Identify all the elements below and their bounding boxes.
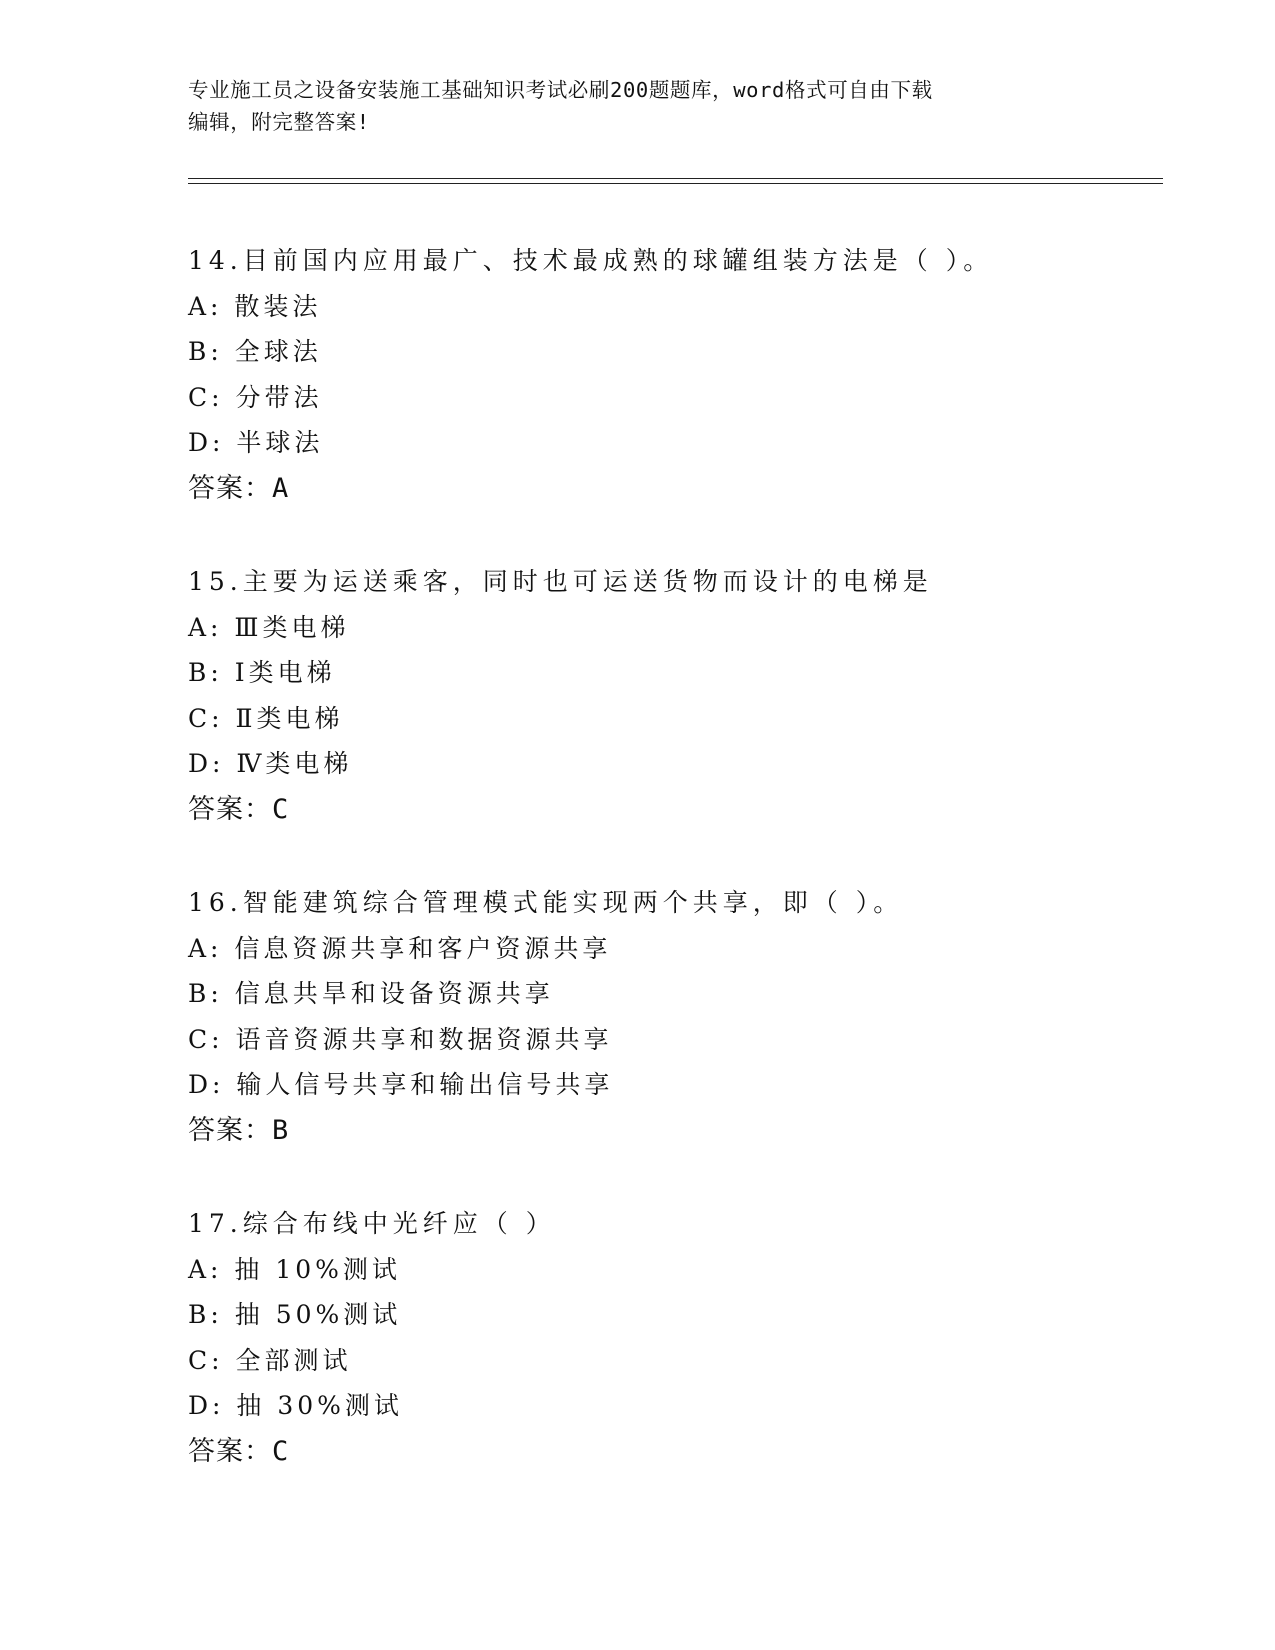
question-14 — [188, 238, 1188, 511]
option-c: C: Ⅱ类电梯 — [188, 703, 344, 733]
answer-line: 答案：C — [188, 1435, 290, 1467]
option-d: D: Ⅳ类电梯 — [188, 749, 353, 778]
question-16 — [188, 880, 1188, 1153]
header-title-line1: 专业施工员之设备安装施工基础知识考试必刷200题题库，word格式可自由下载 — [188, 78, 933, 102]
question-15 — [188, 559, 1188, 832]
option-a: A: 信息资源共享和客户资源共享 — [188, 933, 612, 963]
option-a: A: 散装法 — [188, 291, 322, 321]
question-stem: 17.综合布线中光纤应（ ） — [188, 1209, 556, 1238]
answer-line: 答案：B — [188, 1114, 290, 1146]
option-d: D: 半球法 — [188, 428, 324, 457]
option-c: C: 分带法 — [188, 382, 323, 412]
option-a: A: 抽 10%测试 — [188, 1254, 401, 1284]
option-b: B: Ⅰ类电梯 — [188, 658, 336, 687]
question-17 — [188, 1201, 1188, 1474]
question-stem: 15.主要为运送乘客，同时也可运送货物而设计的电梯是 — [188, 567, 933, 596]
option-b: B: 抽 50%测试 — [188, 1300, 402, 1329]
option-d: D: 输人信号共享和输出信号共享 — [188, 1070, 614, 1099]
header-divider-top — [188, 178, 1163, 179]
document-header — [188, 74, 1088, 138]
answer-line: 答案：A — [188, 472, 290, 504]
question-stem: 16.智能建筑综合管理模式能实现两个共享，即（ ）。 — [188, 888, 904, 917]
header-divider-bottom — [188, 183, 1163, 184]
header-title-line2: 编辑，附完整答案! — [188, 110, 370, 134]
question-stem: 14.目前国内应用最广、技术最成熟的球罐组装方法是（ ）。 — [188, 246, 994, 275]
option-b: B: 全球法 — [188, 337, 322, 366]
option-c: C: 语音资源共享和数据资源共享 — [188, 1024, 613, 1054]
option-b: B: 信息共旱和设备资源共享 — [188, 979, 554, 1008]
option-d: D: 抽 30%测试 — [188, 1391, 403, 1420]
answer-line: 答案：C — [188, 793, 290, 825]
option-c: C: 全部测试 — [188, 1345, 352, 1375]
option-a: A: Ⅲ类电梯 — [188, 612, 350, 642]
